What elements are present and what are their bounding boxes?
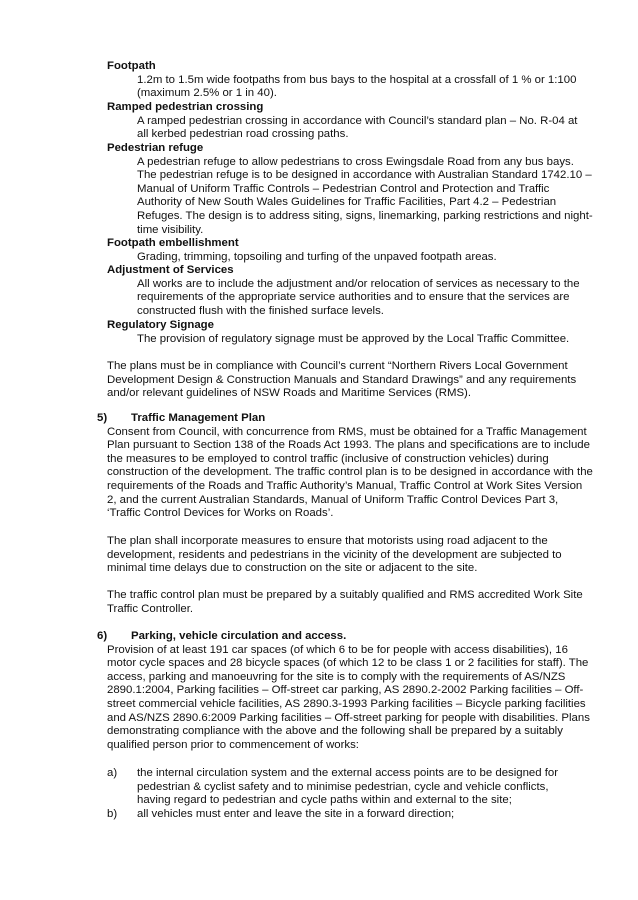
list-label: a) [107, 767, 118, 779]
section-title: Traffic Management Plan [131, 412, 266, 424]
list-text: the internal circulation system and the external access points are to be designed for pedestrian & cyclist safety and to minimise pedestrian, cycle and vehicle conflicts, having regard to pedestrian and cycle paths within and external to the site; [137, 767, 559, 807]
section5-paragraph-2 [0, 535, 638, 576]
list-text: all vehicles must enter and leave the site in a forward direction; [137, 808, 455, 820]
list-item [0, 767, 638, 808]
list-label: b) [107, 808, 118, 820]
item-footpath-embellishment [0, 237, 638, 264]
section-paragraph: The plan shall incorporate measures to ensure that motorists using road adjacent to the development, residents and pedestrians in the vicinity of the development are subjected to minimal time delays due to construction on the site or adjacent to the site. [107, 535, 562, 575]
section-paragraph: Provision of at least 191 car spaces (of which 6 to be for people with access disabilities), 16 motor cycle spaces and 28 bicycle spaces (of which 12 to be class 1 or 2 facilities for staff). The access, parking and manoeuvring for the site is to comply with the requirements of AS/NZS 2890.1:2004, Parking facilities – Off-street car parking, AS 2890.2-2002 Parking facilities – Off-street commercial vehicle facilities, AS 2890.3-1993 Parking facilities – Bicycle parking facilities and AS/NZS 2890.6:2009 Parking facilities – Off-street parking for people with disabilities. Plans demonstrating compliance with the above and the following shall be prepared by a suitably qualified person prior to commencement of works: [107, 643, 590, 751]
item-text: A pedestrian refuge to allow pedestrians to cross Ewingsdale Road from any bus bays. The pedestrian refuge is to be designed in accordance with Australian Standard 1742.10 – Manual of Uniform Traffic Controls – Pedestrian Control and Protection and Traffic Authority of New South Wales Guidelines for Traffic Facilities, Part 4.2 – Pedestrian Refuges. The design is to address siting, signs, linemarking, parking restrictions and night-time visibility. [137, 155, 593, 236]
item-text: The provision of regulatory signage must be approved by the Local Traffic Committee. [137, 332, 570, 345]
section5-paragraph-3 [0, 589, 638, 616]
section-title: Parking, vehicle circulation and access. [131, 630, 347, 642]
item-footpath [0, 60, 638, 101]
item-heading: Pedestrian refuge [107, 142, 204, 154]
item-heading: Footpath [107, 60, 156, 72]
section-parking [0, 630, 638, 752]
compliance-paragraph [0, 360, 638, 401]
item-text: All works are to include the adjustment and/or relocation of services as necessary to the requirements of the appropriate service authorities and to ensure that the services are constructed flush with the finished surface levels. [137, 277, 580, 317]
list-item [0, 808, 638, 822]
list-item-a [0, 767, 638, 808]
item-regulatory-signage [0, 319, 638, 346]
list-item-b [0, 808, 638, 822]
section-number: 5) [97, 412, 108, 424]
section-heading [0, 630, 638, 644]
section-traffic-management [0, 412, 638, 521]
item-ramped-crossing [0, 101, 638, 142]
paragraph-text: The plans must be in compliance with Council’s current “Northern Rivers Local Government Development Design & Construction Manuals and Standard Drawings” and any requirements and/or relevant guidelines of NSW Roads and Maritime Services (RMS). [107, 360, 577, 400]
item-heading: Footpath embellishment [107, 237, 239, 249]
item-text: 1.2m to 1.5m wide footpaths from bus bays to the hospital at a crossfall of 1 % or 1:100 (maximum 2.5% or 1 in 40). [137, 73, 577, 100]
item-heading: Regulatory Signage [107, 319, 214, 331]
section-heading [0, 412, 638, 426]
item-text: Grading, trimming, topsoiling and turfing of the unpaved footpath areas. [137, 250, 497, 263]
item-pedestrian-refuge [0, 142, 638, 237]
item-adjustment-services [0, 264, 638, 318]
section-paragraph: The traffic control plan must be prepared by a suitably qualified and RMS accredited Work Site Traffic Controller. [107, 589, 583, 615]
section-number: 6) [97, 630, 108, 642]
section-paragraph: Consent from Council, with concurrence from RMS, must be obtained for a Traffic Management Plan pursuant to Section 138 of the Roads Act 1993. The plans and specifications are to include the measures to be employed to control traffic (inclusive of construction vehicles) during construction of the development. The traffic control plan is to be designed in accordance with the requirements of the Roads and Traffic Authority’s Manual, Traffic Control at Work Sites Version 2, and the current Australian Standards, Manual of Uniform Traffic Control Devices Part 3, ‘Traffic Control Devices for Works on Roads’. [107, 425, 593, 520]
item-heading: Ramped pedestrian crossing [107, 101, 264, 113]
item-heading: Adjustment of Services [107, 264, 234, 276]
item-text: A ramped pedestrian crossing in accordance with Council’s standard plan – No. R-04 at all kerbed pedestrian road crossing paths. [137, 114, 578, 141]
